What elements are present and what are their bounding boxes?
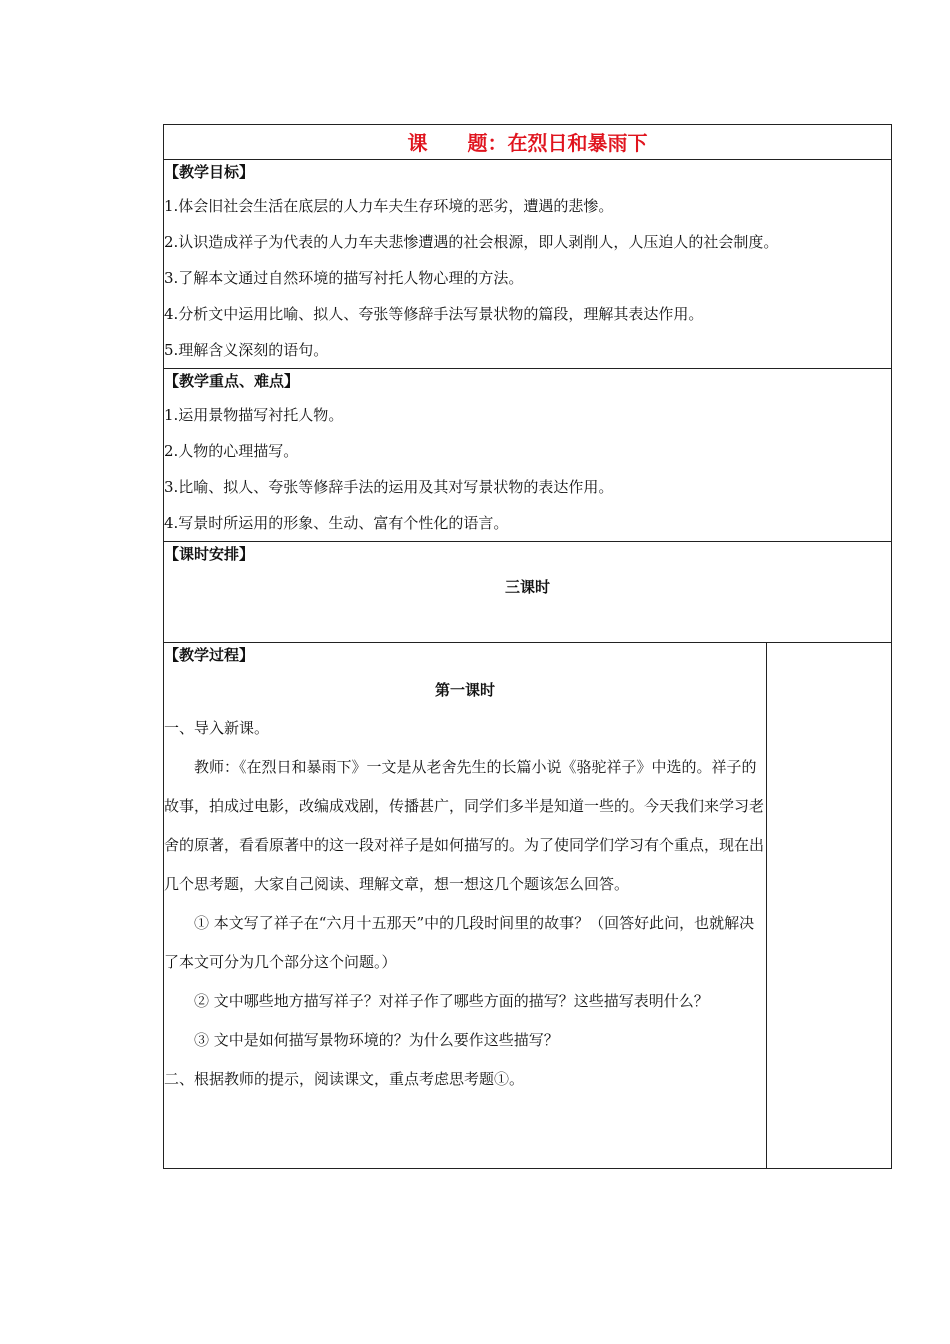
objectives-section	[164, 160, 892, 369]
objective-item: 3.了解本文通过自然环境的描写衬托人物心理的方法。	[164, 269, 524, 287]
key-point-item: 2.人物的心理描写。	[164, 442, 299, 460]
question-two: ② 文中哪些地方描写祥子？对祥子作了哪些方面的描写？这些描写表明什么？	[194, 992, 709, 1010]
objective-item: 1.体会旧社会生活在底层的人力车夫生存环境的恶劣，遭遇的悲惨。	[164, 197, 614, 215]
process-heading: 【教学过程】	[164, 646, 255, 664]
objective-item: 4.分析文中运用比喻、拟人、夸张等修辞手法写景状物的篇段，理解其表达作用。	[164, 305, 704, 323]
lesson-title: 课 题：在烈日和暴雨下	[407, 131, 648, 155]
step-one: 一、导入新课。	[164, 719, 270, 737]
process-section	[164, 643, 767, 1169]
title-cell	[164, 125, 892, 160]
objective-item: 5.理解含义深刻的语句。	[164, 341, 329, 359]
question-three: ③ 文中是如何描写景物环境的？为什么要作这些描写？	[194, 1031, 559, 1049]
lesson-period-title: 第一课时	[434, 681, 495, 699]
objectives-heading: 【教学目标】	[164, 163, 255, 181]
question-one: ① 本文写了祥子在“六月十五那天”中的几段时间里的故事？（回答好此问，也就解决了本文可分为几个部分这个问题。）	[164, 914, 755, 971]
notes-column	[767, 643, 892, 1169]
lesson-plan-table	[163, 124, 892, 1169]
key-point-item: 3.比喻、拟人、夸张等修辞手法的运用及其对写景状物的表达作用。	[164, 478, 614, 496]
schedule-heading: 【课时安排】	[164, 545, 255, 563]
key-point-item: 4.写景时所运用的形象、生动、富有个性化的语言。	[164, 514, 509, 532]
teacher-intro-paragraph: 教师：《在烈日和暴雨下》一文是从老舍先生的长篇小说《骆驼祥子》中选的。祥子的故事，拍成过电影，改编成戏剧，传播甚广，同学们多半是知道一些的。今天我们来学习老舍的原著，看看原著中的这一段对祥子是如何描写的。为了使同学们学习有个重点，现在出几个思考题，大家自己阅读、理解文章，想一想这几个题该怎么回答。	[164, 758, 765, 893]
schedule-value: 三课时	[504, 578, 550, 596]
schedule-section	[164, 542, 892, 643]
objective-item: 2.认识造成祥子为代表的人力车夫悲惨遭遇的社会根源，即人剥削人，人压迫人的社会制度。	[164, 233, 779, 251]
key-point-item: 1.运用景物描写衬托人物。	[164, 406, 344, 424]
step-two: 二、根据教师的提示，阅读课文，重点考虑思考题①。	[164, 1070, 525, 1088]
key-points-heading: 【教学重点、难点】	[164, 372, 300, 390]
key-points-section	[164, 369, 892, 542]
